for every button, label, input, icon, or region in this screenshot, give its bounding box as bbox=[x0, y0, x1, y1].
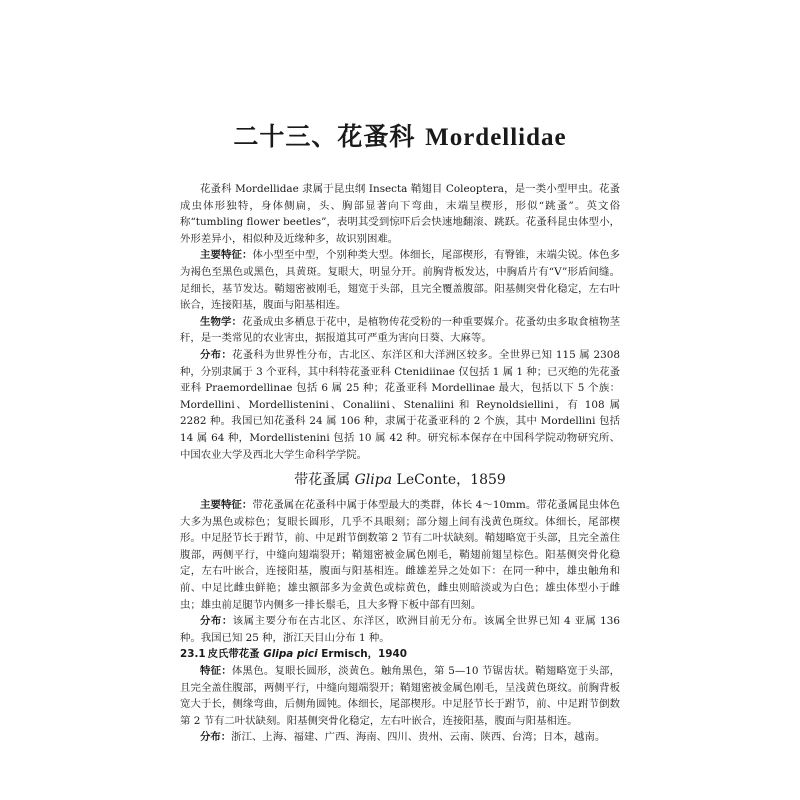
genus-features-paragraph bbox=[180, 497, 620, 613]
family-section bbox=[180, 181, 620, 463]
genus-distribution-paragraph bbox=[180, 613, 620, 646]
family-biology-paragraph bbox=[180, 314, 620, 347]
family-features-paragraph bbox=[180, 247, 620, 313]
family-features-text: 体小型至中型，个别种类大型。体细长，尾部楔形，有臀锥，末端尖锐。体色多为褐色至黑色或黑色，具黄斑。复眼大，明显分开。前胸背板发达，中胸盾片有“V”形盾间缝。足细长，基节发达。鞘翅密被刚毛，翅宽于头部，且完全覆盖腹部。阳基侧突骨化稳定，左右叶嵌合，连接阳基，腹面与阳基相连。 bbox=[180, 249, 620, 312]
family-features-label: 主要特征： bbox=[200, 249, 253, 262]
genus-features-text: 带花蚤属在花蚤科中属于体型最大的类群，体长 4～10mm。带花蚤属昆虫体色大多为黑色或棕色；复眼长圆形，几乎不具眼刻；部分翅上间有浅黄色斑纹。体细长，尾部楔形。中足胫节长于跗节，前、中足跗节倒数第 2 节有二叶状缺刻。鞘翅略宽于头部，且完全盖住腹部，两侧平行，中缝向翅端裂开；鞘翅密被金属色刚毛，鞘翅前翅呈棕色。阳基侧突骨化稳定，左右叶嵌合，连接阳基，腹面与阳基相连。雌雄差异之处如下：在同一种中，雄虫触角和前、中足比雌虫鲜艳；雄虫额部多为金黄色或棕黄色，雌虫则暗淡或为白色；雄虫体型小于雌虫；雄虫前足腿节内侧多一排长鬃毛，且大多臀下板中部有凹刻。 bbox=[180, 499, 621, 611]
family-biology-text: 花蚤成虫多栖息于花中，是植物传花受粉的一种重要媒介。花蚤幼虫多取食植物茎秆，是一类常见的农业害虫，据报道其可严重为害向日葵、大麻等。 bbox=[180, 315, 621, 345]
chapter-title bbox=[0, 117, 800, 153]
family-distribution-paragraph bbox=[180, 347, 620, 463]
family-distribution-label: 分布： bbox=[200, 348, 233, 361]
genus-name-latin: Glipa bbox=[354, 472, 393, 488]
family-distribution-text: 花蚤科为世界性分布，古北区、东洋区和大洋洲区较多。全世界已知 115 属 2308 种，分别隶属于 3 个亚科，其中科特花蚤亚科 Ctenidiinae 仅包括 1 属 1 种；已灭绝的先花蚤亚科 Praemordellinae 包括 6 属 25 种；花蚤亚科 Mordellinae 最大，包括以下 5 个族：Mordellini、Mordellistenini、Conaliini、Stenaliini 和 Reynoldsiellini，有 108 属 2282 种。我国已知花蚤科 24 属 106 种，隶属于花蚤亚科的 2 个族，其中 Mordellini 包括 14 属 64 种，Mordellistenini 包括 10 属 42 种。研究标本保存在中国科学院动物研究所、中国农业大学及西北大学生命科学学院。 bbox=[180, 348, 620, 461]
species-distribution-paragraph bbox=[180, 729, 620, 746]
genus-section bbox=[180, 497, 620, 746]
chapter-title-cn: 二十三、花蚤科 bbox=[233, 122, 416, 151]
species-author: Ermisch，1940 bbox=[321, 648, 407, 661]
genus-distribution-label: 分布： bbox=[200, 615, 233, 628]
species-heading bbox=[180, 646, 620, 663]
family-biology-label: 生物学： bbox=[200, 315, 243, 328]
intro-paragraph: 花蚤科 Mordellidae 隶属于昆虫纲 Insecta 鞘翅目 Coleoptera，是一类小型甲虫。花蚤成虫体形独特，身体侧扁，头、胸部显著向下弯曲，末端呈楔形，形似“跳蚤”。英文俗称“tumbling flower beetles”，表明其受到惊吓后会快速地翻滚、跳跃。花蚤科昆虫体型小，外形差异小，相似种及近缘种多，故识别困难。 bbox=[180, 183, 620, 245]
genus-heading bbox=[0, 469, 800, 489]
species-features-label: 特征： bbox=[200, 664, 232, 677]
species-features-text: 体黑色。复眼长圆形，淡黄色。触角黑色，第 5—10 节锯齿状。鞘翅略宽于头部，且完全盖住腹部，两侧平行，中缝向翅端裂开；鞘翅密被金属色刚毛，呈浅黄色斑纹。前胸背板宽大于长，侧缘弯曲，后侧角圆钝。体细长，尾部楔形。中足胫节长于跗节，前、中足跗节倒数第 2 节有二叶状缺刻。阳基侧突骨化稳定，左右叶嵌合，连接阳基，腹面与阳基相连。 bbox=[180, 664, 621, 727]
species-distribution-label: 分布： bbox=[200, 731, 232, 744]
species-features-paragraph bbox=[180, 663, 620, 729]
species-number: 23.1 bbox=[180, 648, 206, 661]
species-name-latin: Glipa pici bbox=[263, 648, 318, 661]
chapter-title-latin: Mordellidae bbox=[425, 124, 567, 151]
genus-name-cn: 带花蚤属 bbox=[294, 472, 351, 488]
genus-author: LeConte，1859 bbox=[396, 472, 506, 488]
species-distribution-text: 浙江、上海、福建、广西、海南、四川、贵州、云南、陕西、台湾；日本，越南。 bbox=[231, 731, 606, 744]
species-name-cn: 皮氏带花蚤 bbox=[207, 648, 260, 661]
genus-distribution-text: 该属主要分布在古北区、东洋区，欧洲目前无分布。该属全世界已知 4 亚属 136 种。我国已知 25 种，浙江天目山分布 1 种。 bbox=[180, 615, 620, 644]
genus-features-label: 主要特征： bbox=[200, 499, 253, 511]
